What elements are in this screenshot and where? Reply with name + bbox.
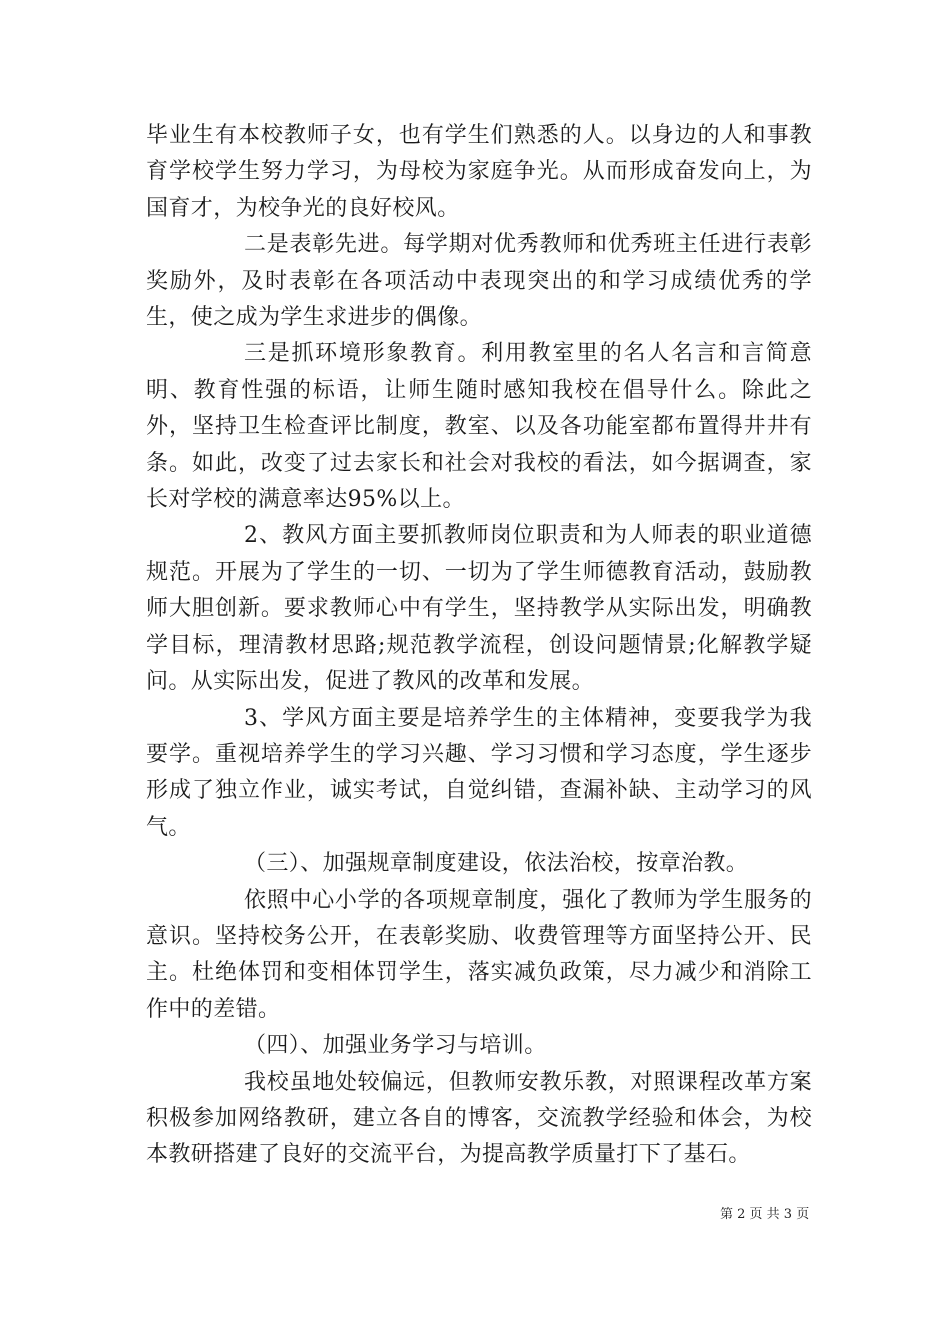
paragraph-5: 3、学风方面主要是培养学生的主体精神，变要我学为我要学。重视培养学生的学习兴趣、学习习惯和学习态度，学生逐步形成了独立作业，诚实考试，自觉纠错，查漏补缺、主动学习的风气。 — [146, 705, 812, 840]
page-number-footer: 第 2 页 共 3 页 — [720, 1207, 810, 1222]
paragraph-4: 2、教风方面主要抓教师岗位职责和为人师表的职业道德规范。开展为了学生的一切、一切为了学生师德教育活动，鼓励教师大胆创新。要求教师心中有学生，坚持教学从实际出发，明确教学目标，理清教材思路;规范教学流程，创设问题情景;化解教学疑问。从实际出发，促进了教风的改革和发展。 — [146, 523, 812, 695]
paragraph-1: 毕业生有本校教师子女，也有学生们熟悉的人。以身边的人和事教育学校学生努力学习，为母校为家庭争光。从而形成奋发向上，为国育才，为校争光的良好校风。 — [146, 123, 812, 221]
document-body — [146, 118, 812, 1174]
paragraph-7: 我校虽地处较偏远，但教师安教乐教，对照课程改革方案积极参加网络教研，建立各自的博客，交流教学经验和体会，为校本教研搭建了良好的交流平台，为提高教学质量打下了基石。 — [146, 1069, 812, 1168]
paragraph-2: 二是表彰先进。每学期对优秀教师和优秀班主任进行表彰奖励外，及时表彰在各项活动中表现突出的和学习成绩优秀的学生，使之成为学生求进步的偶像。 — [146, 232, 812, 331]
section-heading-3: （三）、加强规章制度建设，依法治校，按章治教。 — [244, 851, 749, 877]
paragraph-6: 依照中心小学的各项规章制度，强化了教师为学生服务的意识。坚持校务公开，在表彰奖励、收费管理等方面坚持公开、民主。杜绝体罚和变相体罚学生，落实减负政策，尽力减少和消除工作中的差错。 — [146, 887, 812, 1022]
paragraph-3: 三是抓环境形象教育。利用教室里的名人名言和言简意明、教育性强的标语，让师生随时感知我校在倡导什么。除此之外，坚持卫生检查评比制度，教室、以及各功能室都布置得井井有条。如此，改变了过去家长和社会对我校的看法，如今据调查，家长对学校的满意率达95%以上。 — [146, 341, 812, 513]
section-heading-4: （四）、加强业务学习与培训。 — [244, 1033, 547, 1059]
